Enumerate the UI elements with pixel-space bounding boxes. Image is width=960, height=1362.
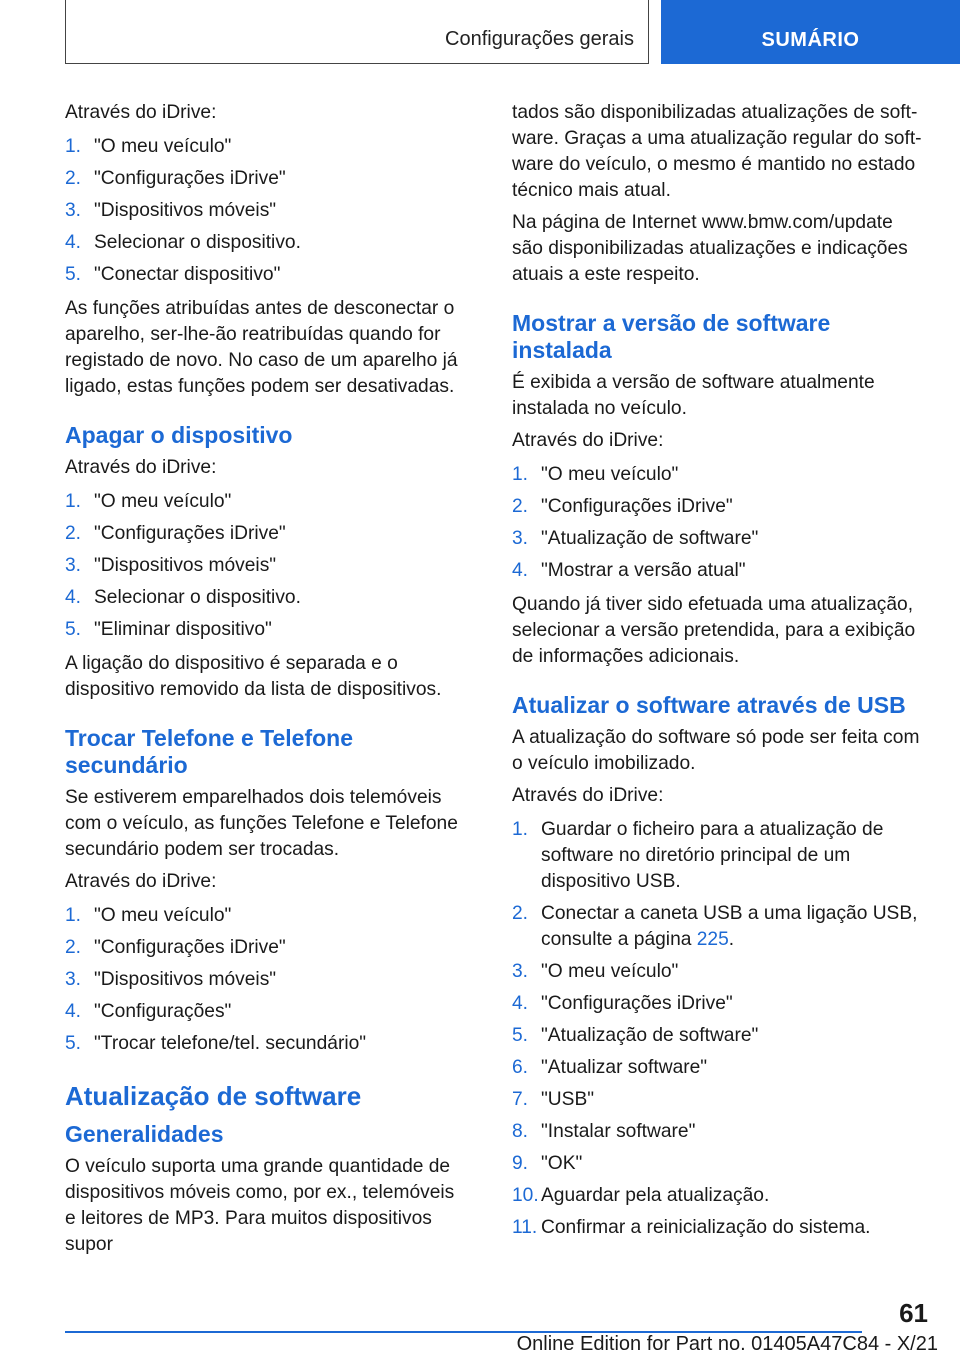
list-item: 8. "Instalar software" — [512, 1121, 696, 1142]
heading-usb-update: Atualizar o software através de USB — [512, 692, 906, 718]
toc-label: SUMÁRIO — [761, 29, 860, 51]
list-item: 3. "Dispositivos móveis" — [65, 555, 277, 576]
paragraph: Na página de Internet www.bmw.com/update são disponibilizadas atualizações e indicações atuais a este respeito. — [512, 212, 908, 285]
paragraph: A ligação do dispositivo é separada e o dispositivo removido da lista de dispositivos. — [65, 653, 442, 700]
heading-show-version: Mostrar a versão de software instalada — [512, 310, 831, 363]
list-item: 6. "Atualizar software" — [512, 1057, 708, 1078]
paragraph: Se estiverem emparelhados dois telemóveis com o veículo, as funções Telefone e Telefone secundário podem ser trocadas. — [65, 787, 458, 860]
list-item: 11. Confirmar a reinicialização do sistema. — [512, 1217, 871, 1238]
list-item: 1. "O meu veículo" — [512, 464, 679, 485]
list-item: 5. "Atualização de software" — [512, 1025, 759, 1046]
heading-delete-device: Apagar o dispositivo — [65, 422, 293, 448]
list-item: 2. "Configurações iDrive" — [65, 523, 286, 544]
list-item: 4. Selecionar o dispositivo. — [65, 587, 301, 608]
list-item: 2. "Configurações iDrive" — [65, 937, 286, 958]
paragraph: tados são disponibilizadas atualizações de software. Graças a uma atualização regular do software do veículo, o mesmo é mantido no estado técnico mais atual. — [512, 102, 922, 201]
list-item: 10. Aguardar pela atualização. — [512, 1185, 770, 1206]
list-item: 2. "Configurações iDrive" — [512, 496, 733, 517]
list-item: 1. "O meu veículo" — [65, 905, 232, 926]
section-title: Configurações gerais — [445, 28, 634, 50]
paragraph: A atualização do software só pode ser feita com o veículo imobilizado. — [512, 727, 920, 774]
paragraph: O veículo suporta uma grande quantidade de dispositivos móveis como, por ex., telemóveis e leitores de MP3. Para muitos dispositivos supor — [65, 1156, 455, 1255]
heading-swap-phone: Trocar Telefone e Telefone secundário — [65, 725, 354, 778]
step-list — [65, 903, 465, 1057]
list-item: 1. Guardar o ficheiro para a atualização de software no diretório principal de um dispositivo USB. — [512, 819, 884, 892]
list-item: 2. "Configurações iDrive" — [65, 168, 286, 189]
list-item: 4. "Configurações" — [65, 1001, 232, 1022]
list-item: 3. "Dispositivos móveis" — [65, 969, 277, 990]
list-item: 9. "OK" — [512, 1153, 583, 1174]
list-item: 3. "Dispositivos móveis" — [65, 200, 277, 221]
right-column — [512, 100, 924, 1249]
list-item: 1. "O meu veículo" — [65, 136, 232, 157]
paragraph: Através do iDrive: — [512, 785, 664, 806]
heading-software-update: Atualização de software — [65, 1081, 362, 1111]
list-item: 1. "O meu veículo" — [65, 491, 232, 512]
heading-general: Generalidades — [65, 1121, 224, 1147]
list-item: 3. "O meu veículo" — [512, 961, 679, 982]
paragraph: Quando já tiver sido efetuada uma atualização, selecionar a versão pretendida, para a exibição de informações adicionais. — [512, 594, 916, 667]
paragraph: Através do iDrive: — [512, 430, 664, 451]
step-list — [512, 817, 924, 1241]
list-item: 4. "Mostrar a versão atual" — [512, 560, 746, 581]
list-item: 7. "USB" — [512, 1089, 595, 1110]
step-list — [512, 462, 924, 584]
paragraph: Através do iDrive: — [65, 102, 217, 123]
list-item: 4. Selecionar o dispositivo. — [65, 232, 301, 253]
step-list — [65, 489, 465, 643]
list-item: 2. Conectar a caneta USB a uma ligação USB, consulte a página 225. — [512, 903, 918, 950]
page-number: 61 — [899, 1298, 928, 1328]
list-item: 3. "Atualização de software" — [512, 528, 759, 549]
page-reference-link[interactable]: 225 — [696, 929, 729, 950]
list-item: 5. "Conectar dispositivo" — [65, 264, 281, 285]
step-list — [65, 134, 465, 288]
list-item: 4. "Configurações iDrive" — [512, 993, 733, 1014]
paragraph: Através do iDrive: — [65, 871, 217, 892]
paragraph: Através do iDrive: — [65, 457, 217, 478]
list-item: 5. "Eliminar dispositivo" — [65, 619, 272, 640]
paragraph: É exibida a versão de software atualmente instalada no veículo. — [512, 372, 875, 419]
header-section-title — [65, 0, 649, 64]
toc-link[interactable] — [661, 0, 960, 64]
list-item: 5. "Trocar telefone/tel. secundário" — [65, 1033, 367, 1054]
paragraph: As funções atribuídas antes de desconectar o aparelho, ser-lhe-ão reatribuídas quando for registado de novo. No caso de um aparelho já ligado, estas funções podem ser desativadas. — [65, 298, 458, 397]
footer-edition: Online Edition for Part no. 01405A47C84 - X/21 — [516, 1333, 938, 1355]
left-column — [65, 100, 465, 1264]
